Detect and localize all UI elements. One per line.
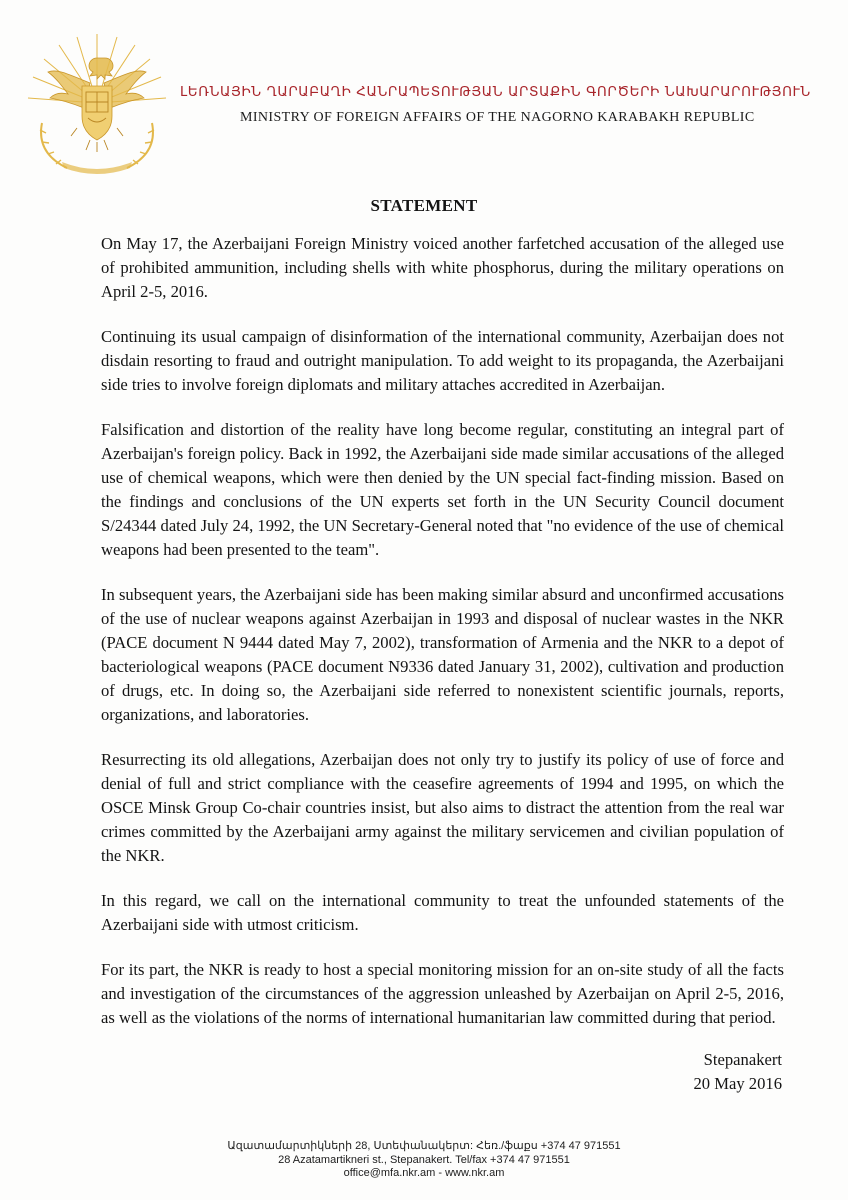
document-title: STATEMENT: [370, 196, 478, 215]
statement-body: [101, 232, 784, 1051]
paragraph: Resurrecting its old allegations, Azerbaijan does not only try to justify its policy of use of force and denial of full and strict compliance with the ceasefire agreements of 1994 and 1995, on which the OSCE Minsk Group Co-chair countries insist, but also aims to distract the attention from the real war crimes committed by the Azerbaijani army against the military servicemen and civilian population of the NKR.: [101, 750, 784, 865]
ministry-name-english: MINISTRY OF FOREIGN AFFAIRS OF THE NAGORNO KARABAKH REPUBLIC: [240, 110, 755, 125]
paragraph: Continuing its usual campaign of disinformation of the international community, Azerbaijan does not disdain resorting to fraud and outright manipulation. To add weight to its propaganda, the Azerbaijani side tries to involve foreign diplomats and military attaches accredited in Azerbaijan.: [101, 327, 784, 394]
footer-email-website: office@mfa.nkr.am - www.nkr.am: [343, 1167, 505, 1179]
paragraph: Falsification and distortion of the reality have long become regular, constituting an integral part of Azerbaijan's foreign policy. Back in 1992, the Azerbaijani side made similar accusations of the alleged use of chemical weapons, which were then denied by the UN special fact-finding mission. Based on the findings and conclusions of the UN experts set forth in the UN Security Council document S/24344 dated July 24, 1992, the UN Secretary-General noted that "no evidence of the use of chemical weapons had been presented to the team".: [101, 420, 784, 559]
footer-address-armenian: Ազատամարտիկների 28, Ստեփանակերտ: Հեռ./ֆաքս +374 47 971551: [227, 1140, 621, 1152]
footer-address-english: 28 Azatamartikneri st., Stepanakert. Tel/fax +374 47 971551: [278, 1153, 570, 1166]
signature-place: Stepanakert: [703, 1050, 782, 1069]
paragraph: In this regard, we call on the international community to treat the unfounded statements of the Azerbaijani side with utmost criticism.: [101, 891, 784, 934]
paragraph: On May 17, the Azerbaijani Foreign Ministry voiced another farfetched accusation of the alleged use of prohibited ammunition, including shells with white phosphorus, during the military operations on April 2-5, 2016.: [101, 234, 784, 301]
signature-block: [694, 1048, 783, 1096]
letterhead: [180, 84, 820, 126]
paragraph: For its part, the NKR is ready to host a special monitoring mission for an on-site study of all the facts and investigation of the circumstances of the aggression unleashed by Azerbaijan on April 2-5, 2016, as well as the violations of the norms of international humanitarian law committed during that period.: [101, 960, 784, 1027]
ministry-name-armenian: ԼԵՌՆԱՅԻՆ ՂԱՐԱԲԱՂԻ ՀԱՆՐԱՊԵՏՈՒԹՅԱՆ ԱՐՏԱՔԻՆ ԳՈՐԾԵՐԻ ՆԱԽԱՐԱՐՈՒԹՅՈՒՆ: [180, 84, 811, 100]
nkr-coat-of-arms-icon: [22, 28, 172, 178]
footer-contact: [0, 1140, 848, 1181]
paragraph: In subsequent years, the Azerbaijani side has been making similar absurd and unconfirmed accusations of the use of nuclear weapons against Azerbaijan in 1993 and disposal of nuclear wastes in the NKR (PACE document N 9444 dated May 7, 2002), transformation of Armenia and the NKR to a depot of bacteriological weapons (PACE document N9336 dated January 31, 2002), cultivation and production of drugs, etc. In doing so, the Azerbaijani side referred to nonexistent scientific journals, reports, organizations, and laboratories.: [101, 585, 784, 724]
signature-date: 20 May 2016: [693, 1074, 782, 1093]
